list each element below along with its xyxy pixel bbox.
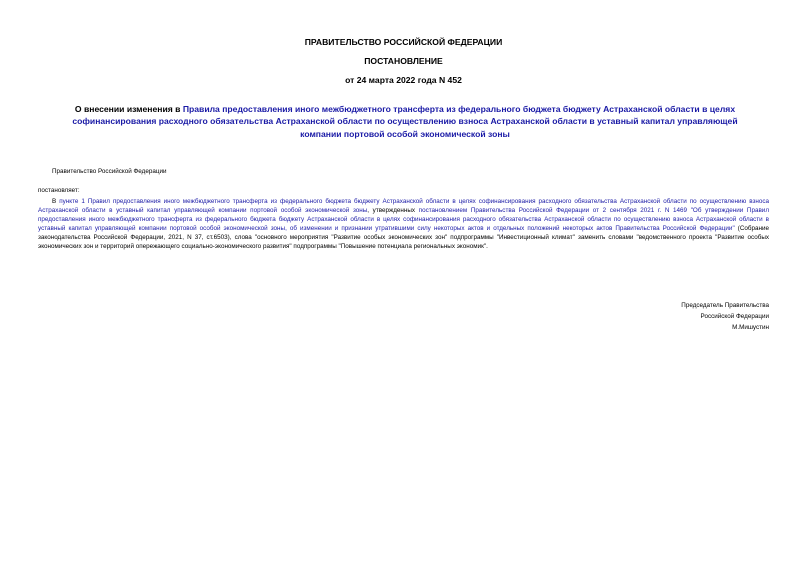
body-text-3: (Собрание законодательства Российской Федерации, 2021, N 37, ст.6503), слова "основного мероприятия "Развитие особых экономических зон" подпрограммы "Инвестиционный климат" заменить словами "ведомственного проекта "Развитие особых экономических зон и территорий опережающего социально-экономического развития" подпрограммы "Повышение потенциала региональных экономик". <box>38 225 769 251</box>
document-title <box>60 103 750 140</box>
rules-point-link[interactable]: пункте 1 Правил предоставления иного межбюджетного трансферта из федерального бюджета бюджету Астраханской области в целях софинансирования расходного обязательства Астраханской области по осуществлению взноса Астраханской области в уставный капитал управляющей компании портовой особой экономической зоны <box>38 198 769 215</box>
government-header: ПРАВИТЕЛЬСТВО РОССИЙСКОЙ ФЕДЕРАЦИИ <box>304 37 503 47</box>
preamble-government: Правительство Российской Федерации <box>52 168 167 175</box>
body-text-2: , утвержденных <box>367 207 419 215</box>
document-type: ПОСТАНОВЛЕНИЕ <box>364 56 443 66</box>
preamble-resolves: постановляет: <box>38 187 80 194</box>
signature-block <box>569 300 769 334</box>
document-date-number: от 24 марта 2022 года N 452 <box>345 75 462 85</box>
title-link[interactable]: Правила предоставления иного межбюджетного трансферта из федерального бюджета бюджету Астраханской области в целях софинансирования расходного обязательства Астраханской области по осуществлению взноса Астраханской области в уставный капитал управляющей компании портовой особой экономической зоны <box>72 104 738 139</box>
resolution-body <box>38 197 769 252</box>
signatory-name: М.Мишустин <box>732 324 769 332</box>
body-text-1: В <box>52 198 60 205</box>
title-prefix: О внесении изменения в <box>74 104 183 114</box>
signatory-position-line1: Председатель Правительства <box>681 302 769 309</box>
signatory-position-line2: Российской Федерации <box>700 313 769 321</box>
decree-link[interactable]: постановлением Правительства Российской Федерации от 2 сентября 2021 г. N 1469 "Об утверждении Правил предоставления иного межбюджетного трансферта из федерального бюджета бюджету Астраханской области в целях софинансирования расходного обязательства Астраханской области по осуществлению взноса Астраханской области в уставный капитал управляющей компании портовой особой экономической зоны, об изменении и признании утратившими силу некоторых актов и отдельных положений некоторых актов Правительства Российской Федерации" <box>38 207 769 233</box>
resolution-paragraph <box>38 197 769 252</box>
